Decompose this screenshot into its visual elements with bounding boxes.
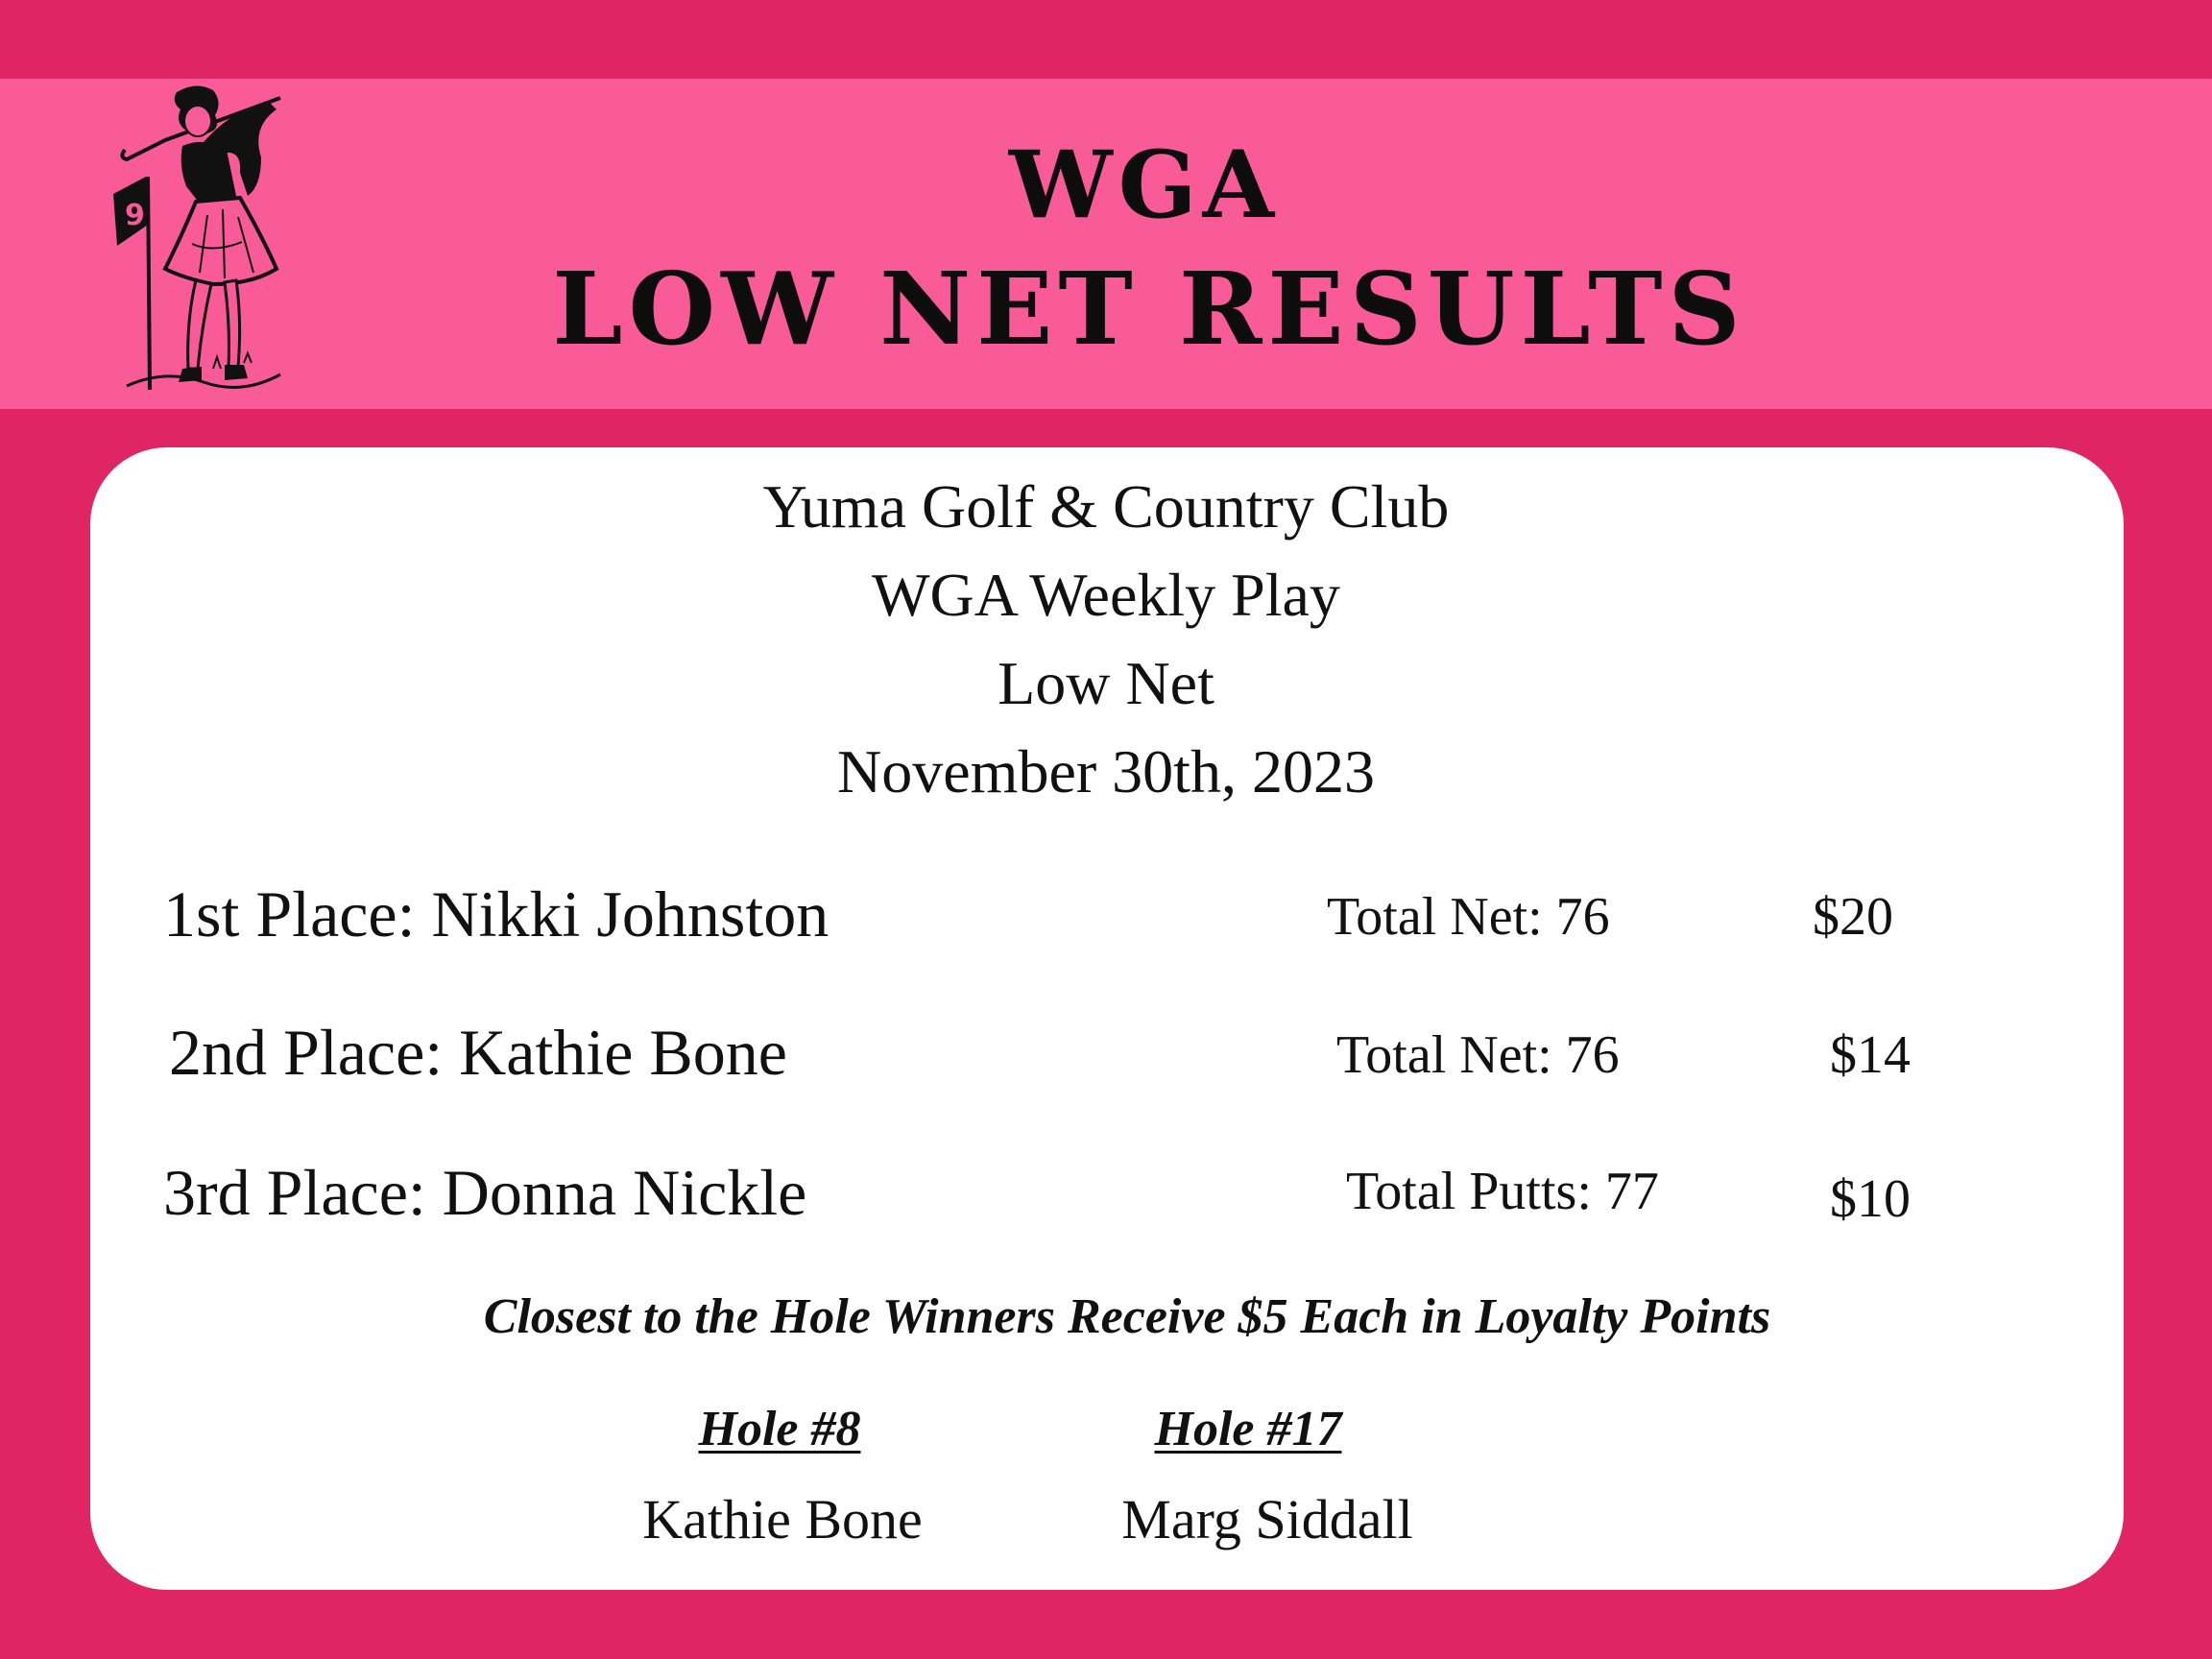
page-title-wga: WGA xyxy=(1008,131,1281,239)
hole-8-heading: Hole #8 xyxy=(698,1402,861,1456)
result-place-3: 3rd Place: Donna Nickle xyxy=(163,1156,807,1229)
hole-17-heading: Hole #17 xyxy=(1154,1402,1342,1456)
closest-to-hole-heading: Closest to the Hole Winners Receive $5 Each in Loyalty Points xyxy=(483,1289,1771,1344)
result-score-3: Total Putts: 77 xyxy=(1346,1162,1659,1221)
hole-8-winner: Kathie Bone xyxy=(642,1488,923,1551)
hole-17-winner: Marg Siddall xyxy=(1121,1488,1413,1551)
result-score-2: Total Net: 76 xyxy=(1336,1025,1620,1085)
club-name: Yuma Golf & Country Club xyxy=(762,472,1450,541)
page-title-low-net-results: LOW NET RESULTS xyxy=(552,250,1746,368)
svg-text:9: 9 xyxy=(125,199,145,232)
result-score-1: Total Net: 76 xyxy=(1327,887,1610,947)
result-prize-3: $10 xyxy=(1830,1169,1911,1229)
result-place-2: 2nd Place: Kathie Bone xyxy=(169,1016,787,1089)
event-format: Low Net xyxy=(998,649,1214,717)
result-prize-1: $20 xyxy=(1813,887,1893,947)
event-date: November 30th, 2023 xyxy=(837,737,1375,805)
play-type: WGA Weekly Play xyxy=(872,561,1340,629)
result-place-1: 1st Place: Nikki Johnston xyxy=(163,878,830,950)
result-prize-2: $14 xyxy=(1830,1025,1911,1085)
